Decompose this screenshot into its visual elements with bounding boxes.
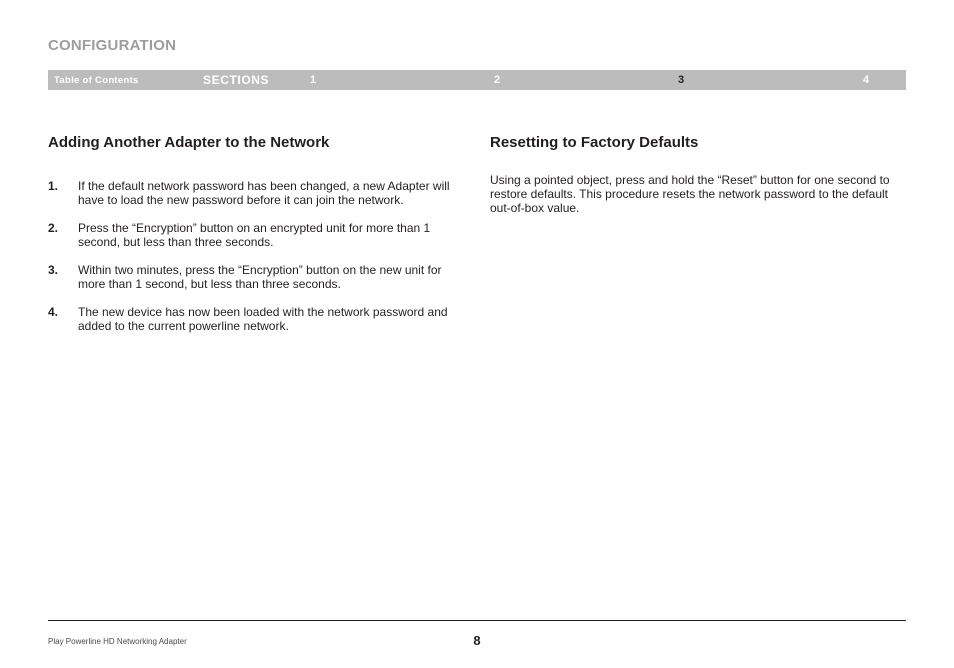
section-link-2[interactable]: 2 (494, 74, 501, 86)
page-number: 8 (473, 633, 481, 648)
list-item (48, 263, 464, 291)
table-of-contents-link[interactable]: Table of Contents (54, 75, 139, 86)
sections-label: SECTIONS (203, 73, 270, 87)
step-text: The new device has now been loaded with the network password and added to the current powerline network. (78, 305, 448, 333)
left-column (48, 133, 464, 333)
step-text: Within two minutes, press the “Encryption” button on the new unit for more than 1 second, but less than three seconds. (78, 263, 442, 291)
list-item (48, 221, 464, 249)
step-text: Press the “Encryption” button on an encrypted unit for more than 1 second, but less than three seconds. (78, 221, 431, 249)
footer-product-name: Play Powerline HD Networking Adapter (48, 637, 187, 646)
section-link-1[interactable]: 1 (310, 74, 317, 86)
step-number: 2. (48, 221, 59, 235)
step-text: If the default network password has been changed, a new Adapter will have to load the new password before it can join the network. (78, 179, 450, 207)
section-title: CONFIGURATION (48, 37, 177, 54)
list-item (48, 305, 464, 333)
right-column (490, 133, 908, 215)
list-item (48, 179, 464, 207)
section-link-4[interactable]: 4 (863, 74, 870, 86)
factory-defaults-body: Using a pointed object, press and hold the “Reset” button for one second to restore defaults. This procedure resets the network password to the default out-of-box value. (490, 173, 890, 215)
section-nav-bar (48, 70, 906, 90)
step-number: 3. (48, 263, 59, 277)
steps-list (48, 179, 464, 347)
footer-divider (48, 620, 906, 621)
factory-defaults-heading: Resetting to Factory Defaults (490, 134, 699, 151)
step-number: 1. (48, 179, 59, 193)
adding-adapter-heading: Adding Another Adapter to the Network (48, 134, 330, 151)
section-link-3[interactable]: 3 (678, 74, 685, 86)
step-number: 4. (48, 305, 59, 319)
